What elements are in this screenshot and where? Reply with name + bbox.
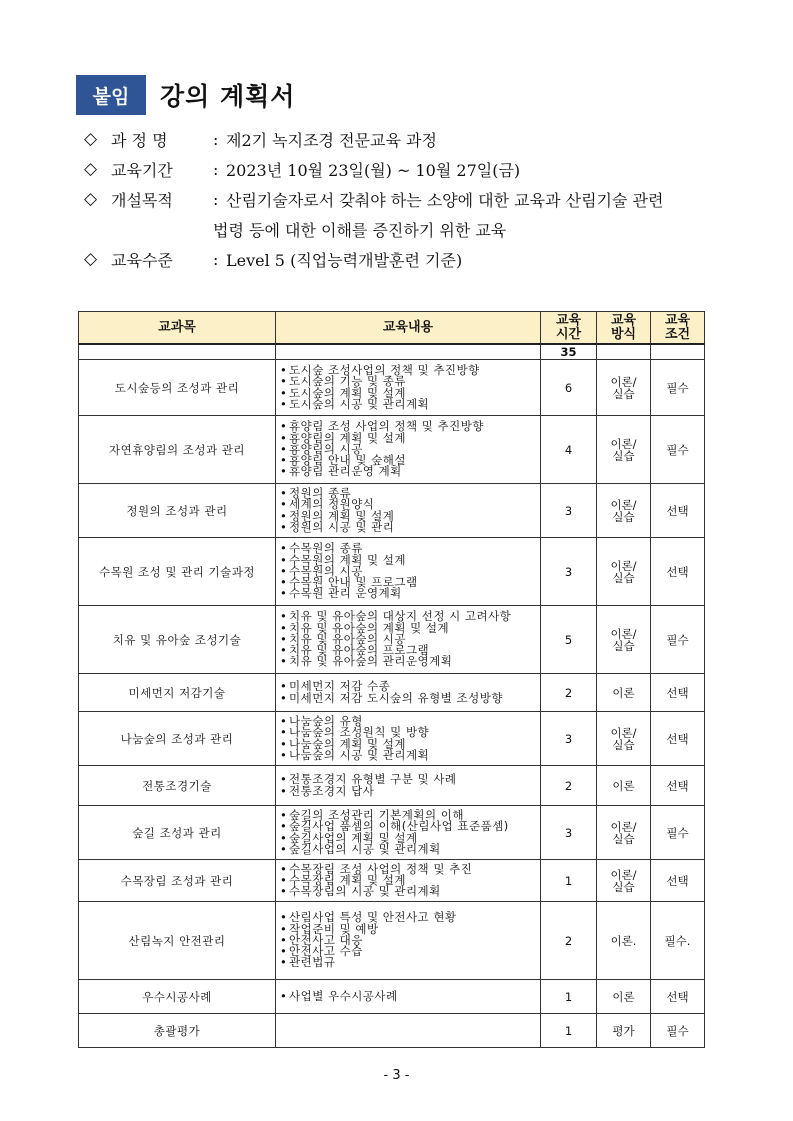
content-item: • 도시숲의 기능 및 종류 [289,376,537,387]
diamond-icon: ◇ [84,129,98,149]
content-item: • 휴양림의 시공 [289,444,537,455]
content-item: • 정원의 시공 및 관리 [289,522,537,533]
method-cell: 이론/ 실습 [597,606,651,674]
condition-cell: 선택 [651,538,705,606]
total-hours: 35 [541,344,597,360]
page-number: - 3 - [383,1068,410,1083]
hours-cell: 3 [541,712,597,766]
content-item: • 미세먼지 저감 도시숲의 유형별 조성방향 [289,693,537,704]
table-row [79,806,705,860]
content-item: • 안전사고 대응 [289,935,537,946]
hours-cell: 5 [541,606,597,674]
method-cell: 이론 [597,766,651,806]
hours-cell: 3 [541,484,597,538]
content-item: • 수목장림 조성 사업의 정책 및 추진 [289,864,537,875]
content-item: • 치유 및 유아숲의 대상지 선정 시 고려사항 [289,611,537,622]
subject-cell: 숲길 조성과 관리 [79,806,276,860]
header-method: 교육 방식 [597,312,651,345]
hours-cell: 2 [541,902,597,980]
content-item: • 도시숲의 시공 및 관리계획 [289,399,537,410]
method-cell: 이론/ 실습 [597,860,651,902]
subject-cell: 전통조경기술 [79,766,276,806]
method-cell: 이론/ 실습 [597,484,651,538]
method-cell: 평가 [597,1014,651,1048]
attachment-badge: 붙임 [76,75,146,115]
method-cell: 이론/ 실습 [597,416,651,484]
content-item: • 세계의 정원양식 [289,499,537,510]
table-row [79,606,705,674]
table-row [79,980,705,1014]
content-item: • 산림사업 특성 및 안전사고 현황 [289,912,537,923]
content-item: • 나눔숲의 계획 및 설계 [289,739,537,750]
content-item: • 미세먼지 저감 수종 [289,681,537,692]
diamond-icon: ◇ [84,159,98,179]
content-item: • 치유 및 유아숲의 계획 및 설계 [289,623,537,634]
info-level: ◇ 교육수준 : Level 5 (직업능력개발훈련 기준) [84,249,463,270]
subject-cell: 도시숲등의 조성과 관리 [79,360,276,416]
hours-cell: 6 [541,360,597,416]
content-cell [276,712,541,766]
condition-cell: 선택 [651,674,705,712]
subject-cell: 나눔숲의 조성과 관리 [79,712,276,766]
content-cell [276,806,541,860]
subject-cell: 정원의 조성과 관리 [79,484,276,538]
info-course-name: ◇ 과 정 명 : 제2기 녹지조경 전문교육 과정 [84,129,437,150]
content-item: • 숲길사업의 계획 및 설계 [289,833,537,844]
content-item: • 정원의 종류 [289,488,537,499]
content-item: • 나눔숲의 유형 [289,716,537,727]
info-purpose: ◇ 개설목적 : 산림기술자로서 갖춰야 하는 소양에 대한 교육과 산림기술 관련 [84,189,664,210]
table-header-row [79,312,705,345]
subject-cell: 치유 및 유아숲 조성기술 [79,606,276,674]
hours-cell: 2 [541,674,597,712]
method-cell: 이론/ 실습 [597,712,651,766]
subject-cell: 산림녹지 안전관리 [79,902,276,980]
content-item: • 숲길사업의 시공 및 관리계획 [289,844,537,855]
content-item: • 숲길의 조성관리 기본계획의 이해 [289,810,537,821]
subject-cell: 총괄평가 [79,1014,276,1048]
content-item: • 관련법규 [289,957,537,968]
method-cell: 이론/ 실습 [597,360,651,416]
content-item: • 도시숲의 계획 및 설계 [289,388,537,399]
content-item: • 전통조경지 유형별 구분 및 사례 [289,774,537,785]
content-item: • 휴양림 관리운영 계획 [289,466,537,477]
condition-cell: 필수. [651,902,705,980]
content-item: • 수목원 안내 및 프로그램 [289,577,537,588]
hours-cell: 2 [541,766,597,806]
table-row [79,674,705,712]
content-cell [276,360,541,416]
table-row [79,416,705,484]
content-item: • 수목원의 시공 [289,566,537,577]
content-item: • 수목장림의 시공 및 관리계획 [289,886,537,897]
content-item: • 수목원의 종류 [289,543,537,554]
content-cell [276,860,541,902]
course-info [84,124,663,274]
content-item: • 나눔숲의 시공 및 관리계획 [289,750,537,761]
content-cell [276,538,541,606]
content-cell [276,416,541,484]
content-item: • 휴양림 조성 사업의 정책 및 추진방향 [289,421,537,432]
condition-cell: 필수 [651,806,705,860]
table-row [79,1014,705,1048]
content-cell [276,980,541,1014]
subject-cell: 수목장림 조성과 관리 [79,860,276,902]
condition-cell: 선택 [651,484,705,538]
document-header [76,75,295,115]
content-item: • 사업별 우수시공사례 [289,991,537,1002]
document-title: 강의 계획서 [160,82,296,111]
content-item: • 치유 및 유아숲의 프로그램 [289,645,537,656]
condition-cell: 필수 [651,416,705,484]
condition-cell: 필수 [651,1014,705,1048]
hours-cell: 3 [541,538,597,606]
subject-cell: 미세먼지 저감기술 [79,674,276,712]
header-subject: 교과목 [79,312,276,345]
content-cell [276,902,541,980]
content-item: • 도시숲 조성사업의 정책 및 추진방향 [289,365,537,376]
content-item: • 수목원 관리 운영계획 [289,588,537,599]
content-cell [276,674,541,712]
table-row [79,484,705,538]
content-cell [276,484,541,538]
content-item: • 나눔숲의 조성원칙 및 방향 [289,727,537,738]
table-row [79,538,705,606]
curriculum-table [78,311,705,1048]
condition-cell: 선택 [651,860,705,902]
table-row [79,360,705,416]
content-item: • 숲길사업 품셈의 이해(산림사업 표준품셈) [289,821,537,832]
header-condition: 교육 조건 [651,312,705,345]
header-hours: 교육 시간 [541,312,597,345]
table-row [79,766,705,806]
info-purpose-continued: 법령 등에 대한 이해를 증진하기 위한 교육 [213,220,507,240]
total-hours-row [79,344,705,360]
content-item: • 수목원의 계획 및 설계 [289,555,537,566]
table-row [79,902,705,980]
content-item: • 정원의 계획 및 설계 [289,511,537,522]
method-cell: 이론 [597,980,651,1014]
method-cell: 이론/ 실습 [597,806,651,860]
content-item: • 작업준비 및 예방 [289,924,537,935]
content-item: • 휴양림의 계획 및 설계 [289,433,537,444]
condition-cell: 선택 [651,980,705,1014]
content-item: • 전통조경지 답사 [289,786,537,797]
table-row [79,712,705,766]
content-cell [276,1014,541,1048]
diamond-icon: ◇ [84,189,98,209]
method-cell: 이론 [597,674,651,712]
subject-cell: 우수시공사례 [79,980,276,1014]
subject-cell: 자연휴양림의 조성과 관리 [79,416,276,484]
condition-cell: 필수 [651,606,705,674]
method-cell: 이론. [597,902,651,980]
content-item: • 수목장림 계획 및 설계 [289,875,537,886]
info-period: ◇ 교육기간 : 2023년 10월 23일(월) ~ 10월 27일(금) [84,159,521,180]
content-item: • 안전사고 수습 [289,946,537,957]
diamond-icon: ◇ [84,249,98,269]
condition-cell: 선택 [651,766,705,806]
method-cell: 이론/ 실습 [597,538,651,606]
content-item: • 치유 및 유아숲의 시공 [289,634,537,645]
subject-cell: 수목원 조성 및 관리 기술과정 [79,538,276,606]
content-cell [276,766,541,806]
content-item: • 휴양림 안내 및 숲해설 [289,455,537,466]
table-row [79,860,705,902]
content-cell [276,606,541,674]
hours-cell: 1 [541,1014,597,1048]
hours-cell: 4 [541,416,597,484]
condition-cell: 필수 [651,360,705,416]
hours-cell: 3 [541,806,597,860]
content-item: • 치유 및 유아숲의 관리운영계획 [289,656,537,667]
hours-cell: 1 [541,980,597,1014]
condition-cell: 선택 [651,712,705,766]
hours-cell: 1 [541,860,597,902]
header-content: 교육내용 [276,312,541,345]
